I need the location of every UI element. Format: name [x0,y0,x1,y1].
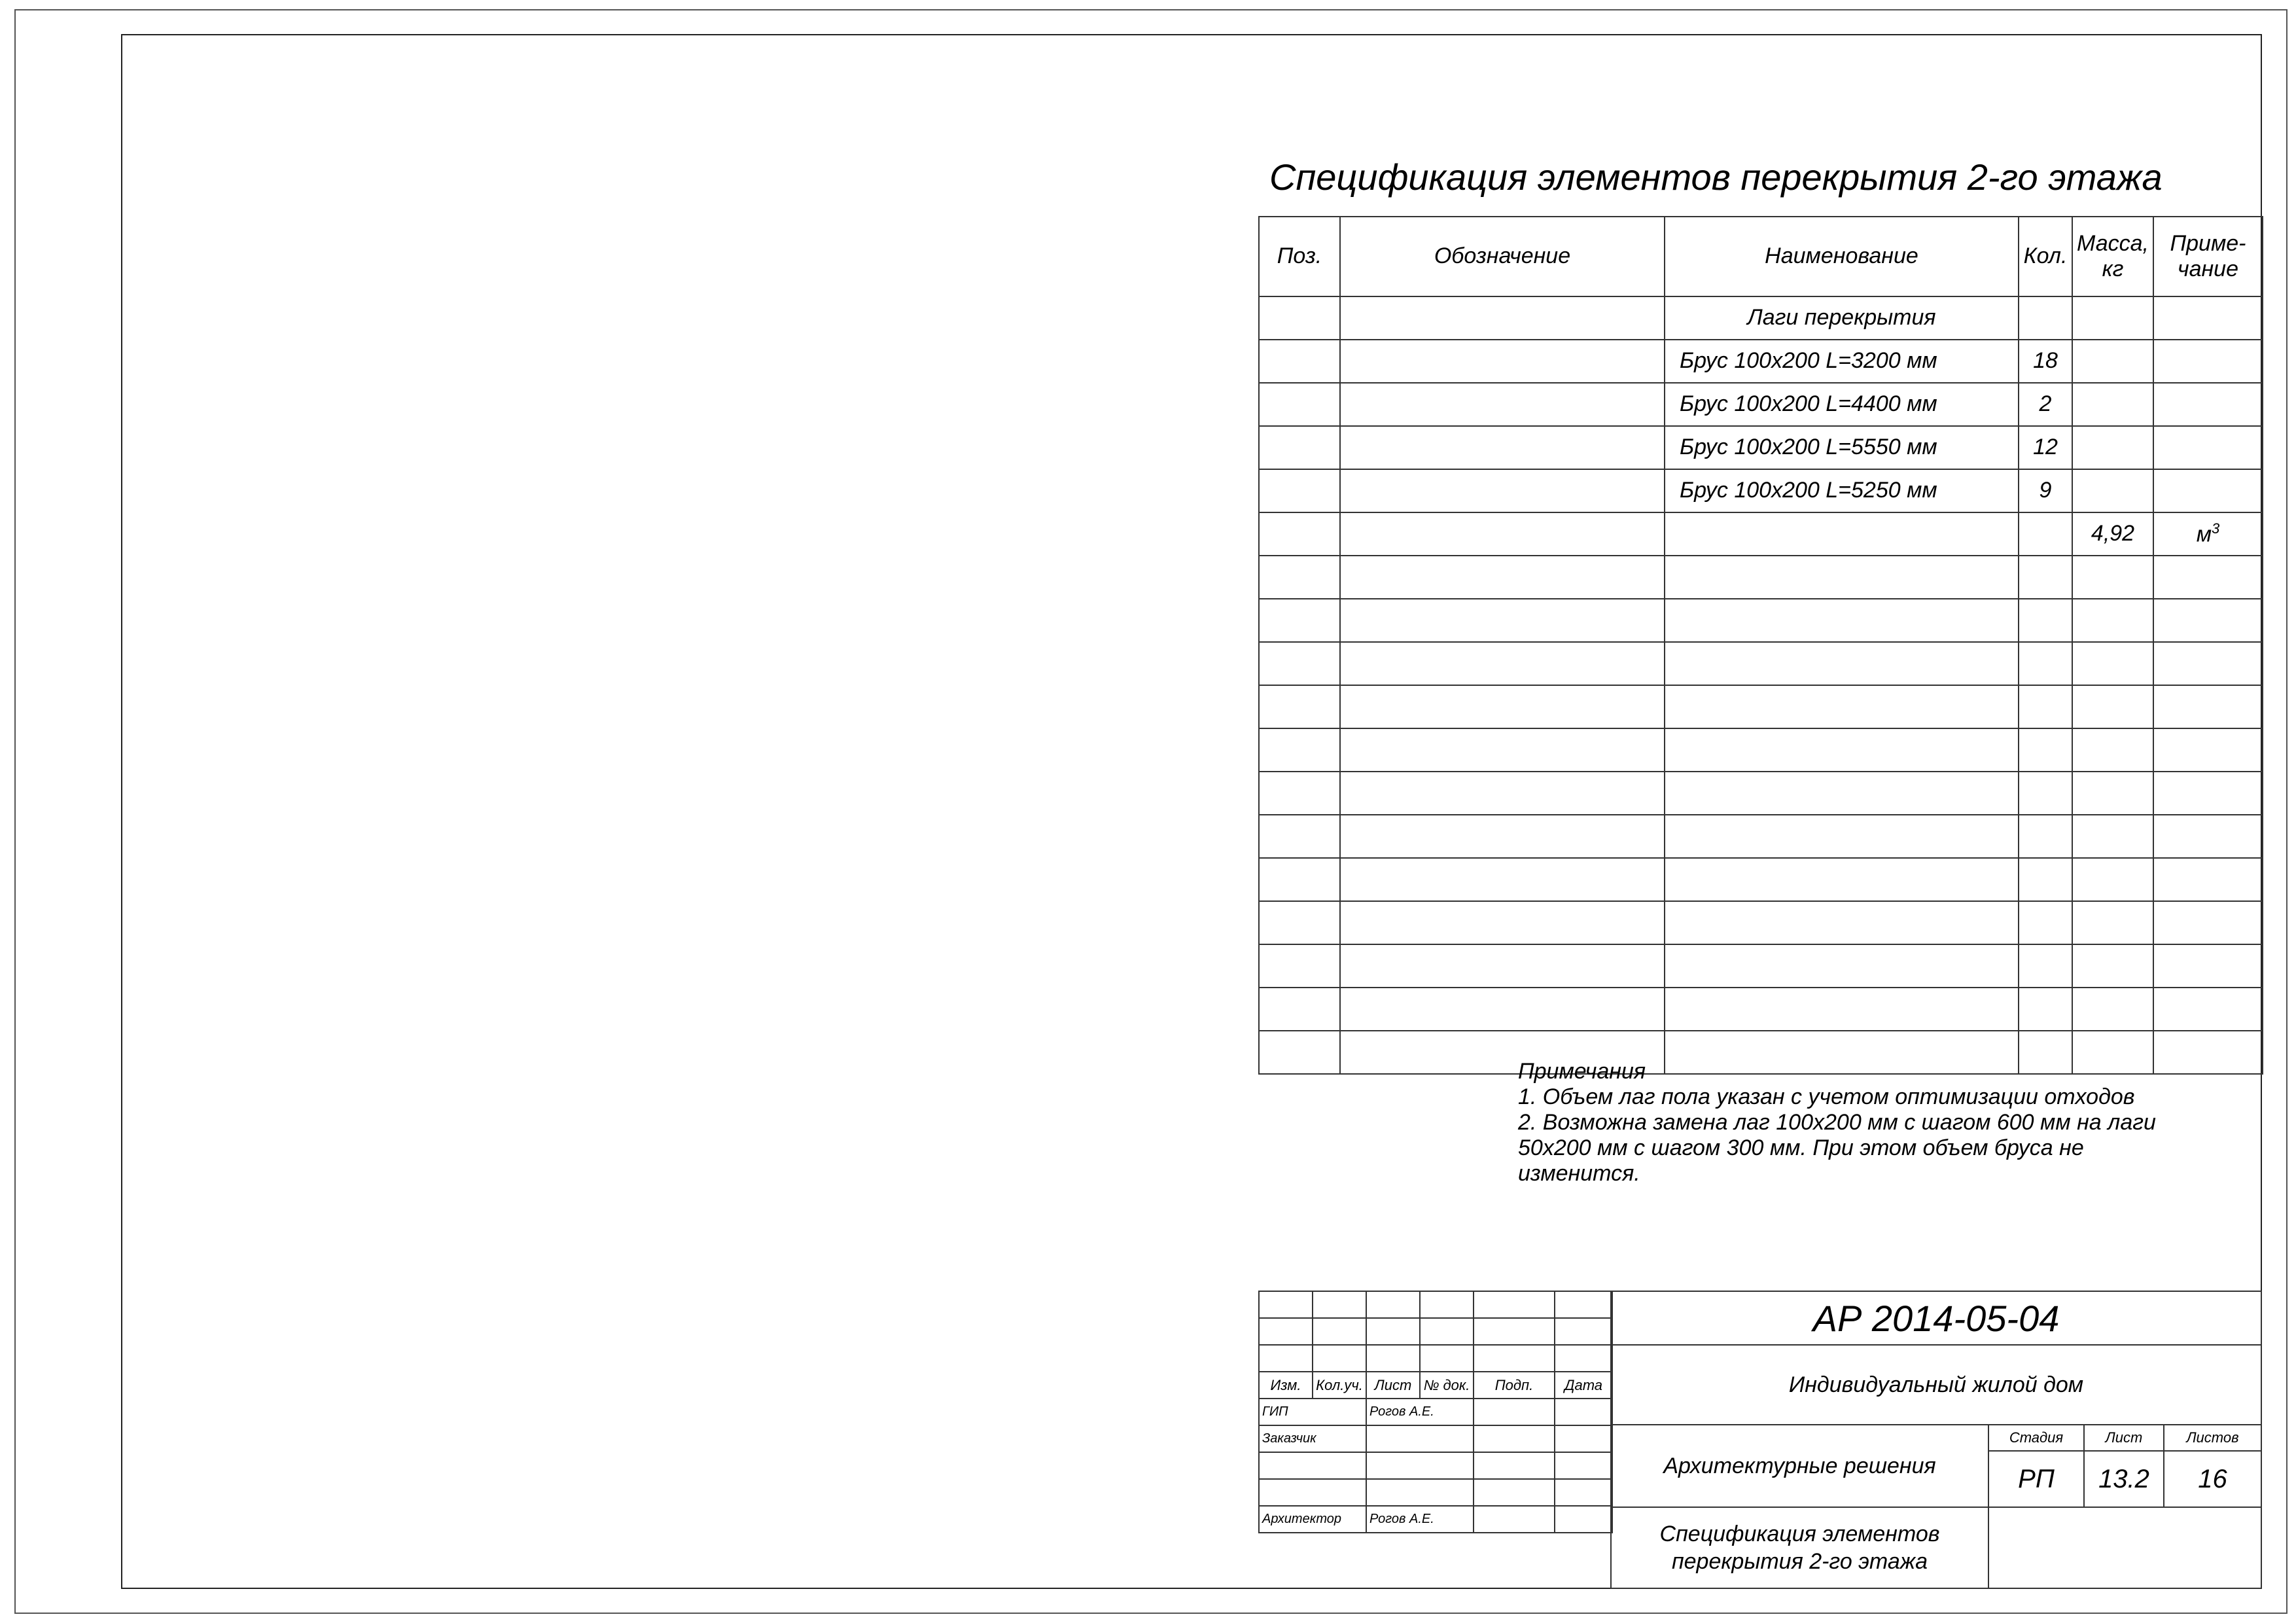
spec-cell-pos [1259,383,1340,426]
rev-header-koluch: Кол.уч. [1313,1372,1366,1399]
signature-role: Заказчик [1259,1425,1366,1452]
spec-cell-designation [1340,988,1665,1031]
stage-value: РП [1988,1450,2085,1508]
spec-cell-pos [1259,772,1340,815]
spec-cell-qty: 9 [2019,469,2072,512]
notes-line: изменится. [1518,1161,1640,1186]
spec-cell-mass [2072,858,2153,901]
spec-cell-name [1665,815,2019,858]
spec-cell-pos [1259,296,1340,340]
spec-cell-note [2153,772,2263,815]
spec-row [1259,772,2263,815]
spec-cell-mass [2072,988,2153,1031]
spec-cell-name [1665,901,2019,944]
signature-name [1366,1479,1474,1506]
spec-cell-pos [1259,988,1340,1031]
spec-cell-mass [2072,944,2153,988]
spec-cell-designation [1340,469,1665,512]
spec-cell-name [1665,685,2019,728]
notes-line: 2. Возможна замена лаг 100х200 мм с шагом 600 мм на лаги [1518,1110,2156,1135]
spec-cell-mass: 4,92 [2072,512,2153,556]
signature-role: Архитектор [1259,1506,1366,1533]
header-designation: Обозначение [1340,217,1665,296]
spec-title: Спецификация элементов перекрытия 2-го этажа [1269,156,2163,198]
spec-cell-mass [2072,815,2153,858]
title-block-revisions [1258,1291,1613,1533]
signature-role: ГИП [1259,1399,1366,1425]
spec-cell-pos [1259,599,1340,642]
spec-cell-mass [2072,383,2153,426]
spec-cell-designation [1340,728,1665,772]
spec-cell-pos [1259,642,1340,685]
spec-row [1259,944,2263,988]
spec-cell-note [2153,426,2263,469]
spec-cell-note [2153,815,2263,858]
spec-cell-name [1665,556,2019,599]
spec-cell-note [2153,469,2263,512]
spec-cell-qty [2019,512,2072,556]
spec-cell-designation [1340,556,1665,599]
object-name: Индивидуальный жилой дом [1610,1344,2262,1425]
header-pos: Поз. [1259,217,1340,296]
spec-cell-note [2153,685,2263,728]
spec-cell-mass [2072,599,2153,642]
spec-cell-designation [1340,685,1665,728]
signature-name: Рогов А.Е. [1366,1506,1474,1533]
spec-cell-designation [1340,340,1665,383]
signature-row [1259,1452,1612,1479]
header-note: Приме- чание [2153,217,2263,296]
spec-cell-name [1665,599,2019,642]
signature-name [1366,1425,1474,1452]
spec-cell-designation [1340,901,1665,944]
notes-block [1518,1059,2156,1186]
spec-cell-pos [1259,858,1340,901]
spec-cell-mass [2072,772,2153,815]
spec-cell-designation [1340,944,1665,988]
spec-cell-pos [1259,556,1340,599]
notes-line: 1. Объем лаг пола указан с учетом оптимизации отходов [1518,1084,2135,1109]
spec-cell-note [2153,642,2263,685]
rev-header-podp: Подп. [1474,1372,1555,1399]
spec-cell-designation [1340,599,1665,642]
spec-cell-pos [1259,340,1340,383]
spec-cell-qty: 18 [2019,340,2072,383]
spec-cell-qty [2019,642,2072,685]
spec-cell-designation [1340,772,1665,815]
rev-header-date: Дата [1555,1372,1612,1399]
rev-header-ndoc: № док. [1420,1372,1474,1399]
spec-cell-qty [2019,685,2072,728]
spec-cell-note [2153,944,2263,988]
spec-cell-mass [2072,426,2153,469]
spec-cell-mass [2072,296,2153,340]
spec-row [1259,642,2263,685]
spec-row [1259,512,2263,556]
spec-cell-note [2153,858,2263,901]
spec-cell-qty: 2 [2019,383,2072,426]
spec-cell-qty [2019,556,2072,599]
spec-cell-name [1665,858,2019,901]
spec-cell-name [1665,772,2019,815]
spec-row [1259,340,2263,383]
spec-cell-designation [1340,296,1665,340]
spec-cell-qty [2019,901,2072,944]
spec-row [1259,383,2263,426]
spec-cell-note [2153,728,2263,772]
header-qty: Кол. [2019,217,2072,296]
spec-cell-qty [2019,815,2072,858]
spec-cell-designation [1340,858,1665,901]
signature-row [1259,1399,1612,1425]
spec-cell-mass [2072,340,2153,383]
spec-cell-designation [1340,815,1665,858]
spec-cell-qty [2019,988,2072,1031]
spec-cell-note [2153,296,2263,340]
spec-table [1258,216,2263,1075]
spec-cell-pos [1259,512,1340,556]
spec-cell-pos [1259,815,1340,858]
spec-cell-note [2153,340,2263,383]
rev-header-list: Лист [1366,1372,1420,1399]
title-block-blank-cell [1988,1507,2262,1589]
spec-row [1259,858,2263,901]
spec-cell-note: $м^3$ [2153,512,2263,556]
spec-cell-designation [1340,642,1665,685]
spec-cell-name: Лаги перекрытия [1665,296,2019,340]
spec-cell-pos [1259,1031,1340,1074]
spec-row [1259,728,2263,772]
title-block-main [1610,1291,2262,1589]
stage-label: Стадия [1988,1424,2085,1452]
spec-cell-note [2153,988,2263,1031]
spec-cell-name [1665,512,2019,556]
spec-cell-note [2153,599,2263,642]
spec-row [1259,556,2263,599]
spec-cell-name [1665,944,2019,988]
spec-cell-pos [1259,901,1340,944]
spec-cell-pos [1259,469,1340,512]
spec-row [1259,426,2263,469]
spec-cell-qty [2019,858,2072,901]
sheet-title: Спецификация элементов перекрытия 2-го этажа [1610,1507,1989,1589]
spec-cell-designation [1340,426,1665,469]
spec-cell-qty [2019,772,2072,815]
rev-header-izm: Изм. [1259,1372,1313,1399]
spec-cell-mass [2072,469,2153,512]
spec-row [1259,901,2263,944]
notes-heading: Примечания [1518,1059,1646,1084]
sheet-label: Лист [2083,1424,2164,1452]
spec-cell-pos [1259,944,1340,988]
unit-exponent: 3 [2212,520,2220,537]
notes-line: 50х200 мм с шагом 300 мм. При этом объем бруса не [1518,1135,2084,1160]
spec-cell-mass [2072,556,2153,599]
signature-name: Рогов А.Е. [1366,1399,1474,1425]
spec-cell-name: Брус 100х200 L=5250 мм [1665,469,2019,512]
spec-cell-qty [2019,599,2072,642]
spec-cell-pos [1259,685,1340,728]
revision-blank-row [1259,1318,1612,1345]
spec-row [1259,685,2263,728]
spec-cell-name: Брус 100х200 L=4400 мм [1665,383,2019,426]
signature-row [1259,1506,1612,1533]
spec-cell-qty [2019,296,2072,340]
spec-cell-mass [2072,728,2153,772]
spec-cell-name: Брус 100х200 L=3200 мм [1665,340,2019,383]
spec-cell-pos [1259,426,1340,469]
spec-cell-qty [2019,728,2072,772]
spec-cell-mass [2072,901,2153,944]
spec-row [1259,296,2263,340]
spec-cell-mass [2072,685,2153,728]
spec-cell-qty: 12 [2019,426,2072,469]
revision-blank-row [1259,1291,1612,1318]
spec-cell-designation [1340,512,1665,556]
signature-role [1259,1452,1366,1479]
document-number: АР 2014-05-04 [1610,1291,2262,1346]
signature-row [1259,1479,1612,1506]
spec-cell-designation [1340,383,1665,426]
sheet-value: 13.2 [2083,1450,2164,1508]
header-name: Наименование [1665,217,2019,296]
spec-cell-mass [2072,642,2153,685]
signature-row [1259,1425,1612,1452]
spec-cell-name: Брус 100х200 L=5550 мм [1665,426,2019,469]
revision-blank-row [1259,1345,1612,1372]
spec-row [1259,469,2263,512]
header-mass: Масса, кг [2072,217,2153,296]
section-name: Архитектурные решения [1610,1424,1989,1508]
sheets-label: Листов [2163,1424,2262,1452]
signature-name [1366,1452,1474,1479]
spec-row [1259,988,2263,1031]
spec-row [1259,599,2263,642]
spec-cell-qty [2019,944,2072,988]
sheets-value: 16 [2163,1450,2262,1508]
revision-header-row [1259,1372,1612,1399]
spec-row [1259,815,2263,858]
spec-header-row [1259,217,2263,296]
spec-cell-pos [1259,728,1340,772]
spec-cell-note [2153,556,2263,599]
spec-cell-name [1665,728,2019,772]
signature-role [1259,1479,1366,1506]
spec-cell-note [2153,383,2263,426]
spec-cell-name [1665,642,2019,685]
spec-cell-name [1665,988,2019,1031]
spec-cell-note [2153,1031,2263,1074]
spec-cell-note [2153,901,2263,944]
